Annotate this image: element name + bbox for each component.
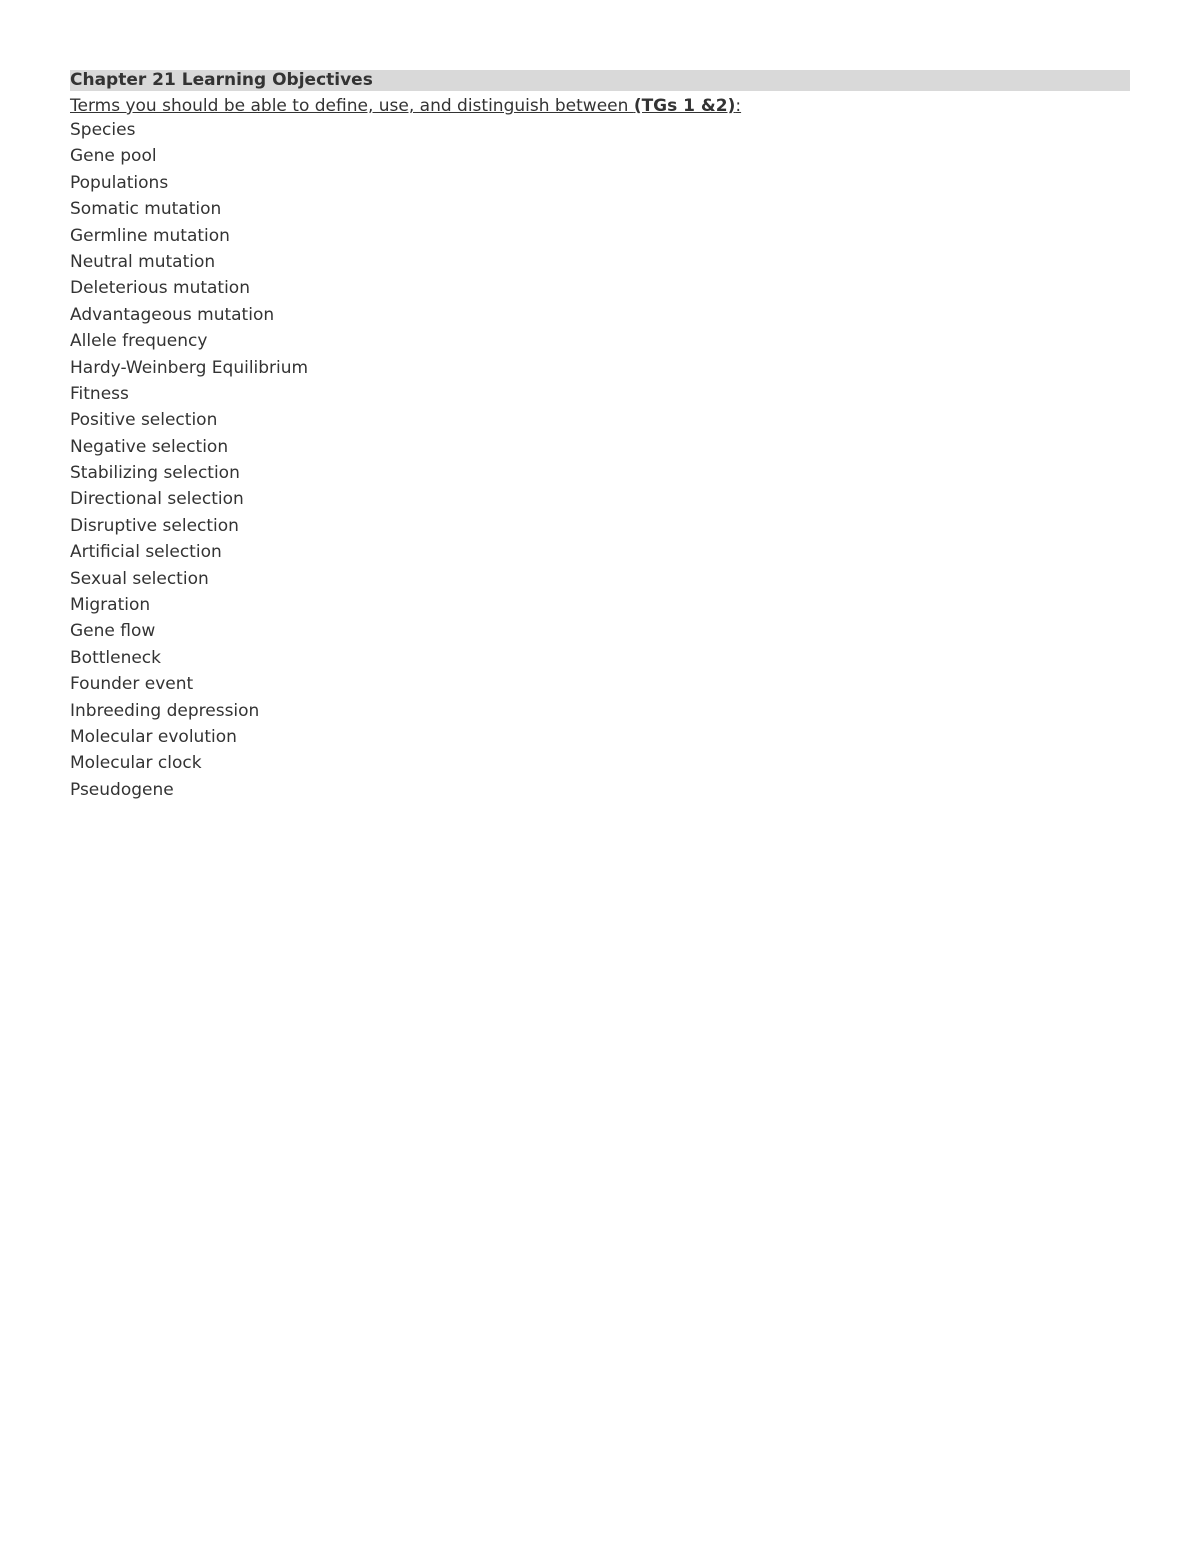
list-item: Disruptive selection xyxy=(70,515,239,536)
list-item: Neutral mutation xyxy=(70,251,216,272)
list-item: Somatic mutation xyxy=(70,199,222,220)
list-item: Stabilizing selection xyxy=(70,463,240,484)
list-item: Molecular clock xyxy=(70,753,202,774)
terms-instruction xyxy=(70,95,1130,117)
terms-list xyxy=(70,117,1130,803)
instruction-tgs: (TGs 1 &2) xyxy=(633,96,736,116)
list-item: Gene flow xyxy=(70,621,156,642)
list-item: Positive selection xyxy=(70,410,218,431)
list-item: Gene pool xyxy=(70,146,157,167)
list-item: Populations xyxy=(70,172,169,193)
list-item: Molecular evolution xyxy=(70,726,237,747)
list-item: Directional selection xyxy=(70,489,244,510)
list-item: Artificial selection xyxy=(70,542,222,563)
instruction-text: Terms you should be able to define, use, and distinguish between xyxy=(70,96,634,116)
list-item: Inbreeding depression xyxy=(70,700,260,721)
list-item: Sexual selection xyxy=(70,568,209,589)
document-content xyxy=(70,70,1130,803)
list-item: Advantageous mutation xyxy=(70,304,275,325)
list-item: Migration xyxy=(70,595,151,616)
list-item: Fitness xyxy=(70,383,129,404)
list-item: Founder event xyxy=(70,674,194,695)
list-item: Bottleneck xyxy=(70,647,162,668)
list-item: Deleterious mutation xyxy=(70,278,250,299)
list-item: Pseudogene xyxy=(70,779,174,800)
list-item: Hardy-Weinberg Equilibrium xyxy=(70,357,309,378)
list-item: Allele frequency xyxy=(70,331,208,352)
list-item: Germline mutation xyxy=(70,225,230,246)
list-item: Species xyxy=(70,120,136,140)
page-title: Chapter 21 Learning Objectives xyxy=(70,70,1130,91)
list-item: Negative selection xyxy=(70,436,229,457)
instruction-colon: : xyxy=(735,96,742,116)
